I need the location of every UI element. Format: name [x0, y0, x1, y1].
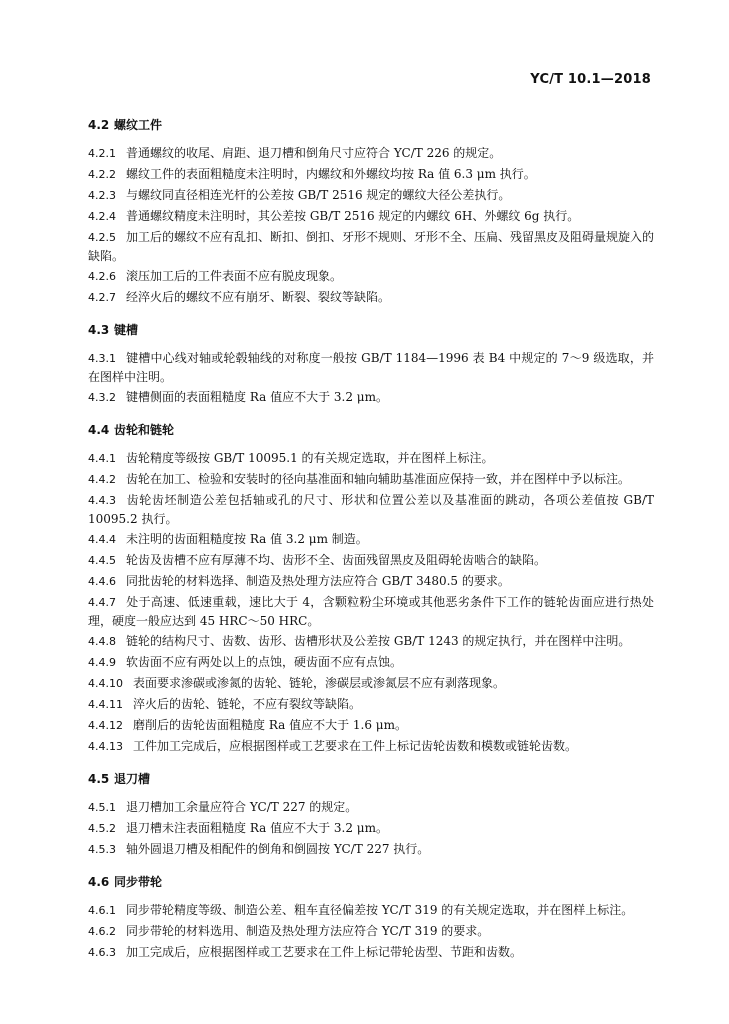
clause-number: 4.5.2	[88, 822, 116, 835]
section-number: 4.4	[88, 423, 110, 437]
section-title: 键槽	[114, 323, 139, 337]
section-4-5	[88, 770, 654, 859]
document-body	[88, 116, 654, 976]
section-title: 齿轮和链轮	[114, 423, 175, 437]
standard-code-header: YC/T 10.1—2018	[530, 72, 651, 87]
clause-number: 4.4.5	[88, 554, 116, 567]
section-heading	[88, 116, 654, 134]
section-title: 退刀槽	[114, 772, 151, 786]
section-number: 4.5	[88, 772, 110, 786]
clause-4-2-2	[88, 165, 654, 184]
section-title: 同步带轮	[114, 875, 163, 889]
section-number: 4.2	[88, 118, 110, 132]
section-heading	[88, 873, 654, 891]
clause-4-5-1	[88, 798, 654, 817]
clause-4-4-1	[88, 449, 654, 468]
clause-number: 4.3.2	[88, 391, 116, 404]
clause-text: 与螺纹同直径相连光杆的公差按 GB/T 2516 规定的螺纹大径公差执行。	[126, 188, 511, 202]
clause-text: 齿轮精度等级按 GB/T 10095.1 的有关规定选取，并在图样上标注。	[126, 451, 494, 465]
clause-4-2-5	[88, 228, 654, 265]
clause-number: 4.2.5	[88, 231, 116, 244]
clause-text: 经淬火后的螺纹不应有崩牙、断裂、裂纹等缺陷。	[126, 290, 391, 304]
clause-number: 4.6.3	[88, 946, 116, 959]
clause-number: 4.2.1	[88, 147, 116, 160]
clause-text: 普通螺纹精度未注明时，其公差按 GB/T 2516 规定的内螺纹 6H、外螺纹 6g 执行。	[126, 209, 580, 223]
clause-4-4-10	[88, 674, 654, 693]
clause-text: 处于高速、低速重载，速比大于 4，含颗粒粉尘环境或其他恶劣条件下工作的链轮齿面应进行热处理，硬度一般应达到 45 HRC～50 HRC。	[88, 595, 654, 628]
clause-text: 未注明的齿面粗糙度按 Ra 值 3.2 μm 制造。	[126, 532, 368, 546]
clause-4-2-4	[88, 207, 654, 226]
section-heading	[88, 321, 654, 339]
clause-4-2-6	[88, 267, 654, 286]
clause-text: 轮齿及齿槽不应有厚薄不均、齿形不全、齿面残留黑皮及阻碍轮齿啮合的缺陷。	[126, 553, 547, 567]
section-title: 螺纹工件	[114, 118, 163, 132]
section-heading	[88, 770, 654, 788]
section-number: 4.6	[88, 875, 110, 889]
clause-number: 4.4.13	[88, 740, 123, 753]
clause-number: 4.2.7	[88, 291, 116, 304]
clause-4-4-12	[88, 716, 654, 735]
section-heading	[88, 421, 654, 439]
clause-text: 键槽侧面的表面粗糙度 Ra 值应不大于 3.2 μm。	[126, 390, 388, 404]
clause-4-2-7	[88, 288, 654, 307]
clause-number: 4.6.1	[88, 904, 116, 917]
section-4-4	[88, 421, 654, 756]
clause-text: 淬火后的齿轮、链轮，不应有裂纹等缺陷。	[133, 697, 362, 711]
clause-4-4-4	[88, 530, 654, 549]
clause-text: 普通螺纹的收尾、肩距、退刀槽和倒角尺寸应符合 YC/T 226 的规定。	[126, 146, 502, 160]
clause-number: 4.4.12	[88, 719, 123, 732]
clause-number: 4.4.9	[88, 656, 116, 669]
clause-4-4-2	[88, 470, 654, 489]
clause-text: 同批齿轮的材料选择、制造及热处理方法应符合 GB/T 3480.5 的要求。	[126, 574, 510, 588]
clause-number: 4.4.1	[88, 452, 116, 465]
clause-4-4-6	[88, 572, 654, 591]
clause-text: 加工完成后，应根据图样或工艺要求在工件上标记带轮齿型、节距和齿数。	[126, 945, 523, 959]
clause-text: 同步带轮的材料选用、制造及热处理方法应符合 YC/T 319 的要求。	[126, 924, 490, 938]
clause-number: 4.2.2	[88, 168, 116, 181]
clause-4-4-5	[88, 551, 654, 570]
clause-text: 表面要求渗碳或渗氮的齿轮、链轮，渗碳层或渗氮层不应有剥落现象。	[133, 676, 506, 690]
clause-number: 4.4.2	[88, 473, 116, 486]
clause-text: 螺纹工件的表面粗糙度未注明时，内螺纹和外螺纹均按 Ra 值 6.3 μm 执行。	[126, 167, 536, 181]
clause-text: 齿轮齿坯制造公差包括轴或孔的尺寸、形状和位置公差以及基准面的跳动，各项公差值按 GB/T 10095.2 执行。	[88, 493, 654, 526]
clause-number: 4.2.6	[88, 270, 116, 283]
clause-number: 4.5.1	[88, 801, 116, 814]
section-4-6	[88, 873, 654, 962]
clause-4-4-9	[88, 653, 654, 672]
clause-text: 滚压加工后的工件表面不应有脱皮现象。	[126, 269, 343, 283]
clause-number: 4.4.7	[88, 596, 116, 609]
clause-4-4-8	[88, 632, 654, 651]
clause-number: 4.4.3	[88, 494, 116, 507]
clause-4-6-1	[88, 901, 654, 920]
clause-4-4-3	[88, 491, 654, 528]
clause-number: 4.4.11	[88, 698, 123, 711]
section-number: 4.3	[88, 323, 110, 337]
section-4-3	[88, 321, 654, 407]
clause-number: 4.6.2	[88, 925, 116, 938]
clause-4-4-13	[88, 737, 654, 756]
clause-number: 4.5.3	[88, 843, 116, 856]
clause-number: 4.2.3	[88, 189, 116, 202]
clause-number: 4.4.10	[88, 677, 123, 690]
clause-text: 轴外圆退刀槽及相配件的倒角和倒圆按 YC/T 227 执行。	[126, 842, 430, 856]
clause-number: 4.2.4	[88, 210, 116, 223]
clause-text: 键槽中心线对轴或轮毂轴线的对称度一般按 GB/T 1184—1996 表 B4 中规定的 7～9 级选取，并在图样中注明。	[88, 351, 654, 384]
clause-number: 4.4.6	[88, 575, 116, 588]
clause-4-2-3	[88, 186, 654, 205]
clause-4-3-2	[88, 388, 654, 407]
clause-4-6-2	[88, 922, 654, 941]
clause-text: 工件加工完成后，应根据图样或工艺要求在工件上标记齿轮齿数和模数或链轮齿数。	[133, 739, 578, 753]
section-4-2	[88, 116, 654, 307]
clause-number: 4.4.8	[88, 635, 116, 648]
clause-number: 4.3.1	[88, 352, 116, 365]
clause-4-5-2	[88, 819, 654, 838]
clause-text: 齿轮在加工、检验和安装时的径向基准面和轴向辅助基准面应保持一致，并在图样中予以标注。	[126, 472, 631, 486]
clause-text: 同步带轮精度等级、制造公差、粗车直径偏差按 YC/T 319 的有关规定选取，并在图样上标注。	[126, 903, 634, 917]
clause-text: 链轮的结构尺寸、齿数、齿形、齿槽形状及公差按 GB/T 1243 的规定执行，并在图样中注明。	[126, 634, 631, 648]
clause-4-4-11	[88, 695, 654, 714]
clause-4-3-1	[88, 349, 654, 386]
clause-text: 退刀槽加工余量应符合 YC/T 227 的规定。	[126, 800, 358, 814]
clause-text: 磨削后的齿轮齿面粗糙度 Ra 值应不大于 1.6 μm。	[133, 718, 407, 732]
clause-4-5-3	[88, 840, 654, 859]
clause-text: 加工后的螺纹不应有乱扣、断扣、倒扣、牙形不规则、牙形不全、压扁、残留黑皮及阻碍量规旋入的缺陷。	[88, 230, 655, 263]
clause-4-2-1	[88, 144, 654, 163]
clause-text: 软齿面不应有两处以上的点蚀，硬齿面不应有点蚀。	[126, 655, 403, 669]
clause-text: 退刀槽未注表面粗糙度 Ra 值应不大于 3.2 μm。	[126, 821, 388, 835]
clause-4-4-7	[88, 593, 654, 630]
clause-4-6-3	[88, 943, 654, 962]
clause-number: 4.4.4	[88, 533, 116, 546]
